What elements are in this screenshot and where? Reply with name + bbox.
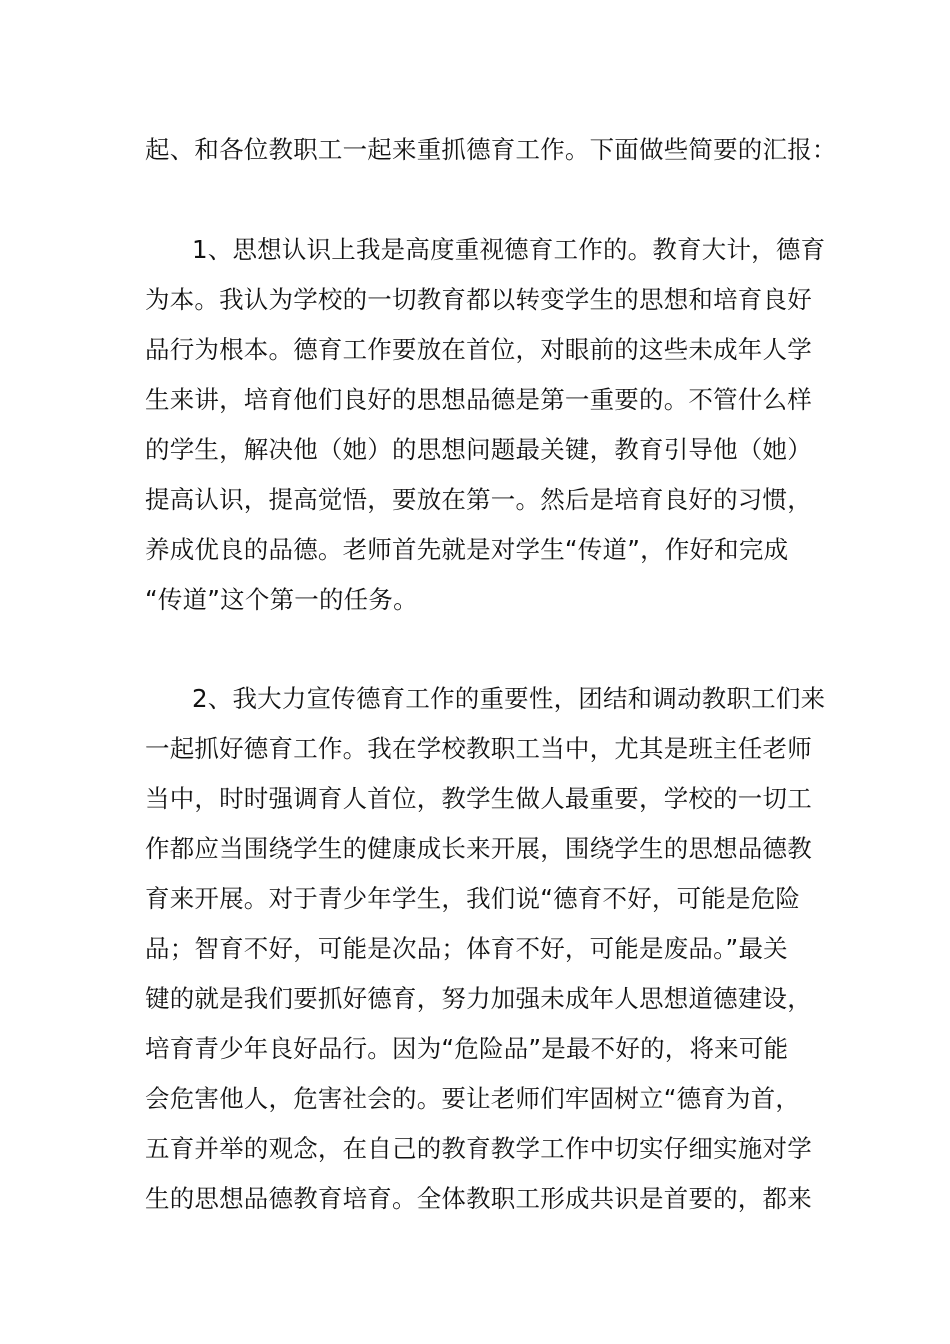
text-line: 起、和各位教职工一起来重抓德育工作。下面做些简要的汇报：	[145, 135, 837, 164]
text-line: 养成优良的品德。老师首先就是对学生“传道”，作好和完成	[145, 535, 789, 564]
text-line: 五育并举的观念，在自己的教育教学工作中切实仔细实施对学	[145, 1134, 812, 1163]
text-line: 为本。我认为学校的一切教育都以转变学生的思想和培育良好	[145, 285, 812, 314]
text-line: 作都应当围绕学生的健康成长来开展，围绕学生的思想品德教	[145, 834, 812, 863]
text-line: 的学生，解决他（她）的思想问题最关键，教育引导他（她）	[145, 435, 812, 464]
text-line: 生来讲，培育他们良好的思想品德是第一重要的。不管什么样	[145, 385, 812, 414]
text-line: “传道”这个第一的任务。	[145, 585, 418, 614]
text-line: 生的思想品德教育培育。全体教职工形成共识是首要的，都来	[145, 1184, 812, 1213]
text-line: 品行为根本。德育工作要放在首位，对眼前的这些未成年人学	[145, 335, 812, 364]
text-line: 2、我大力宣传德育工作的重要性，团结和调动教职工们来	[192, 684, 826, 713]
text-line: 当中，时时强调育人首位，教学生做人最重要，学校的一切工	[145, 784, 812, 813]
text-line: 一起抓好德育工作。我在学校教职工当中，尤其是班主任老师	[145, 734, 812, 763]
text-line: 提高认识，提高觉悟，要放在第一。然后是培育良好的习惯，	[145, 485, 812, 514]
text-line: 培育青少年良好品行。因为“危险品”是最不好的，将来可能	[145, 1034, 789, 1063]
text-line: 品；智育不好，可能是次品；体育不好，可能是废品。”最关	[145, 934, 788, 963]
text-line: 育来开展。对于青少年学生，我们说“德育不好，可能是危险	[145, 884, 801, 913]
text-line: 1、思想认识上我是高度重视德育工作的。教育大计，德育	[192, 235, 826, 264]
text-line: 键的就是我们要抓好德育，努力加强未成年人思想道德建设，	[145, 984, 812, 1013]
text-line: 会危害他人，危害社会的。要让老师们牢固树立“德育为首，	[145, 1084, 801, 1113]
